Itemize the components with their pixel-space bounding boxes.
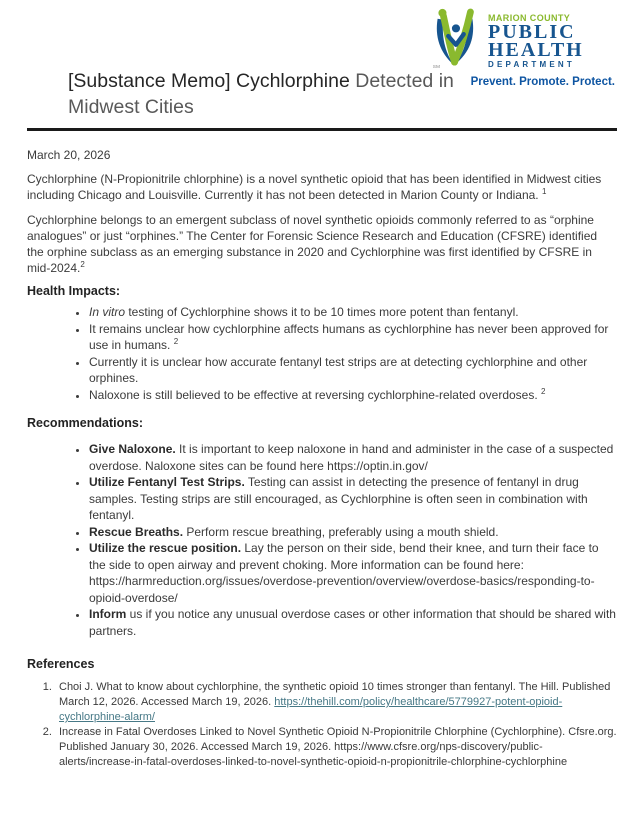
text-segment: Choi J. What to know about cychlorphine, the synthetic opioid 10 times stronger than fentanyl. The Hill. Published March 12, 2026. Accessed March 19, 2026. bbox=[59, 681, 611, 708]
footnote-marker: 1 bbox=[541, 187, 547, 196]
logo-tagline: Prevent. Promote. Protect. bbox=[470, 76, 615, 88]
memo-title bbox=[68, 68, 472, 120]
memo-body bbox=[27, 134, 617, 770]
background-paragraph bbox=[27, 212, 617, 276]
list-item bbox=[88, 606, 617, 639]
health-impacts-heading: Health Impacts: bbox=[27, 284, 121, 298]
list-item bbox=[88, 321, 617, 354]
shield-person-icon bbox=[427, 6, 483, 72]
text-segment: Inform bbox=[89, 607, 127, 621]
health-impacts-list bbox=[27, 304, 617, 403]
text-segment: Testing can assist in detecting the presence of fentanyl in drug samples. Testing strips are still encouraged, as Cychlorphine is often seen in combination with fentanyl. bbox=[89, 475, 588, 522]
memo-header bbox=[27, 0, 617, 131]
text-segment: Rescue Breaths. bbox=[89, 524, 184, 539]
intro-paragraph bbox=[27, 171, 617, 203]
list-item bbox=[88, 474, 617, 524]
text-segment: testing of Cychlorphine shows it to be 10 times more potent than fentanyl. bbox=[125, 305, 519, 319]
logo-county-label: MARION COUNTY bbox=[488, 13, 571, 23]
logo-text bbox=[488, 6, 584, 69]
text-segment: Perform rescue breathing, preferably using a mouth shield. bbox=[183, 524, 499, 539]
logo-department-label: DEPARTMENT bbox=[488, 60, 575, 69]
footnote-marker: 2 bbox=[173, 337, 179, 346]
references-heading: References bbox=[27, 657, 95, 671]
recommendations-heading: Recommendations: bbox=[27, 416, 143, 430]
text-segment: Cychlorphine belongs to an emergent subclass of novel synthetic opioids commonly referred to as “orphine analogues” or just “orphines.” The Center for Forensic Science Research and Education (CFSRE) identified the orphine subclass as an emerging substance in 2020 and Cychlorphine was first identified by CFSRE in mid-2024. bbox=[27, 213, 598, 275]
text-segment: Give Naloxone. bbox=[89, 442, 176, 456]
footnote-marker: 2 bbox=[80, 260, 85, 269]
list-item bbox=[55, 680, 617, 725]
text-segment: Cychlorphine (N-Propionitrile chlorphine) is a novel synthetic opioid that has been identified in Midwest cities including Chicago and Louisville. Currently it has not been detected in Marion County or Indiana. bbox=[27, 172, 602, 202]
reference-link[interactable]: https://thehill.com/policy/healthcare/5779927-potent-opioid-cychlorphine-alarm/ bbox=[59, 696, 563, 723]
list-item bbox=[88, 524, 617, 541]
text-segment: Increase in Fatal Overdoses Linked to Novel Synthetic Opioid N-Propionitrile Chlorphine (Cychlorphine). Cfsre.org. Published January 30, 2026. Accessed March 19, 2026. https://www.cfsre.org/nps-discovery/public-alerts/increase-in-fatal-overdoses-linked-to-novel-synthetic-opioid-n-propionitrile-chlorphine-cychlorphine bbox=[59, 726, 617, 768]
text-segment: In vitro bbox=[89, 305, 126, 319]
text-segment: It is important to keep naloxone in hand and administer in the case of a suspected overdose. Naloxone sites can be found here https://optin.in.gov/ bbox=[89, 442, 614, 473]
logo-row bbox=[427, 6, 617, 72]
memo-title-part2: Detected in Midwest Cities bbox=[68, 70, 454, 118]
recommendations-list bbox=[27, 441, 617, 639]
list-item bbox=[88, 304, 617, 321]
text-segment: us if you notice any unusual overdose cases or other information that should be shared with partners. bbox=[89, 607, 616, 638]
list-item bbox=[88, 540, 617, 606]
logo-health-label: HEALTH bbox=[488, 39, 584, 61]
footnote-marker: 2 bbox=[541, 386, 546, 396]
text-segment: Lay the person on their side, bend their knee, and turn their face to the side to open airway and prevent choking. More information can be found here: https://harmreduction.org/issues/overdose-prevention/overview/overdose-basics/responding-to-opioid-overdose/ bbox=[89, 541, 599, 605]
list-item bbox=[88, 387, 617, 404]
list-item bbox=[88, 354, 617, 387]
text-segment: Utilize Fentanyl Test Strips. bbox=[89, 475, 245, 489]
text-segment: Naloxone is still believed to be effective at reversing cychlorphine-related overdoses. bbox=[89, 387, 542, 402]
trademark-sm: SM bbox=[432, 64, 441, 70]
text-segment: Utilize the rescue position. bbox=[89, 541, 242, 555]
memo-date: March 20, 2026 bbox=[27, 148, 111, 162]
text-segment: Currently it is unclear how accurate fentanyl test strips are at detecting cychlorphine and other orphines. bbox=[89, 354, 588, 385]
references-list bbox=[27, 680, 617, 770]
text-segment: It remains unclear how cychlorphine affects humans as cychlorphine has never been approved for use in humans. bbox=[89, 321, 609, 352]
list-item bbox=[88, 441, 617, 474]
list-item bbox=[55, 725, 617, 770]
logo-public-label: PUBLIC bbox=[488, 21, 576, 43]
memo-title-part1: [Substance Memo] Cychlorphine bbox=[68, 70, 356, 92]
